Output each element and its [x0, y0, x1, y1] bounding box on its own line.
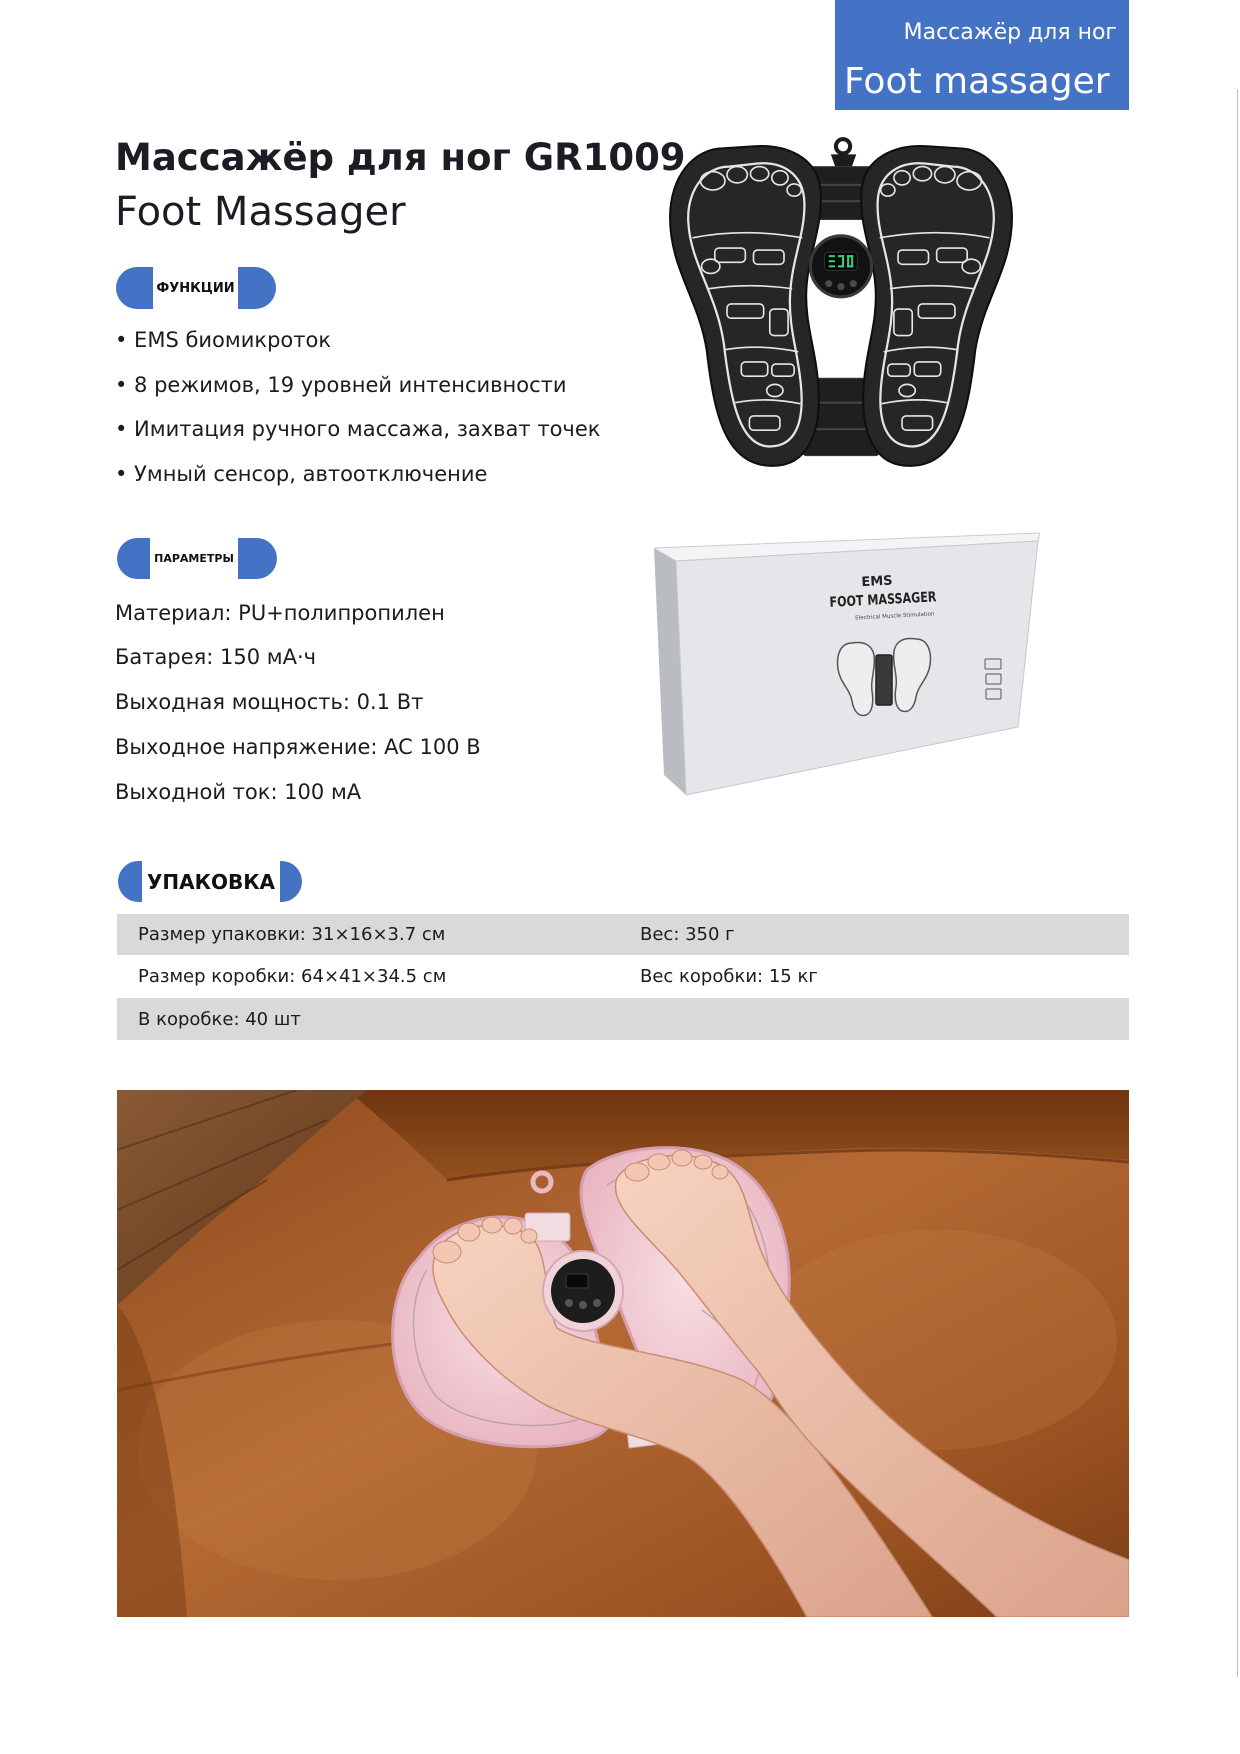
lifestyle-photo [117, 1090, 1129, 1617]
power-button-icon [837, 283, 844, 290]
black-massager-illustration [668, 136, 1014, 474]
parameter-item: Выходное напряжение: AC 100 В [115, 735, 481, 759]
section-pill-packaging-label-bg [142, 861, 280, 902]
table-row [117, 914, 1129, 955]
parameter-item: Батарея: 150 мА·ч [115, 645, 317, 669]
section-pill-packaging [118, 861, 302, 902]
function-item: • Умный сенсор, автоотключение [115, 462, 488, 486]
table-cell-package-size: Размер упаковки: 31×16×3.7 см [138, 924, 446, 945]
box-brand-text: EMS [861, 573, 893, 591]
page-edge-line [1237, 89, 1238, 1677]
product-title: Массажёр для ног GR1009 [115, 136, 686, 179]
section-label-parameters: ПАРАМЕТРЫ [154, 552, 234, 565]
box-tagline-text: Electrical Muscle Stimulation [855, 611, 935, 622]
section-pill-parameters [117, 538, 277, 579]
pink-control-unit [543, 1251, 623, 1331]
box-product-text: FOOT MASSAGER [829, 587, 965, 611]
header-badge [835, 0, 1129, 110]
section-label-packaging: УПАКОВКА [146, 869, 276, 894]
table-cell-units-per-carton: В коробке: 40 шт [138, 1008, 301, 1030]
lifestyle-photo-illustration [117, 1090, 1129, 1617]
plus-button-icon [850, 280, 857, 287]
section-pill-functions-label-bg [153, 267, 238, 309]
power-button-icon [579, 1301, 587, 1309]
right-foot-pad [861, 146, 1012, 466]
minus-button-icon [565, 1299, 573, 1307]
plus-button-icon [593, 1299, 601, 1307]
function-item: • 8 режимов, 19 уровней интенсивности [115, 373, 567, 397]
product-box-photo [654, 531, 1040, 797]
section-label-functions: ФУНКЦИИ [156, 280, 235, 296]
header-badge-title-en: Foot massager [844, 61, 1110, 102]
function-item: • EMS биомикроток [115, 328, 332, 352]
product-photo-black-massager [668, 136, 1014, 474]
section-pill-functions [116, 267, 276, 309]
table-cell-weight: Вес: 350 г [640, 924, 735, 945]
section-pill-parameters-label-bg [150, 538, 238, 579]
parameter-item: Выходной ток: 100 мА [115, 780, 362, 804]
hanging-loop [831, 139, 856, 169]
table-row [117, 998, 1129, 1040]
function-item: • Имитация ручного массажа, захват точек [115, 417, 601, 441]
control-panel [810, 236, 871, 297]
product-subtitle: Foot Massager [115, 189, 406, 235]
table-cell-carton-size: Размер коробки: 64×41×34.5 см [138, 966, 447, 987]
header-badge-title-ru: Массажёр для ног [903, 20, 1117, 45]
parameter-item: Выходная мощность: 0.1 Вт [115, 690, 424, 714]
left-foot-pad [670, 146, 821, 466]
table-row [117, 955, 1129, 998]
table-cell-carton-weight: Вес коробки: 15 кг [640, 966, 818, 987]
product-box-illustration [654, 531, 1040, 797]
minus-button-icon [825, 280, 832, 287]
parameter-item: Материал: PU+полипропилен [115, 601, 445, 625]
